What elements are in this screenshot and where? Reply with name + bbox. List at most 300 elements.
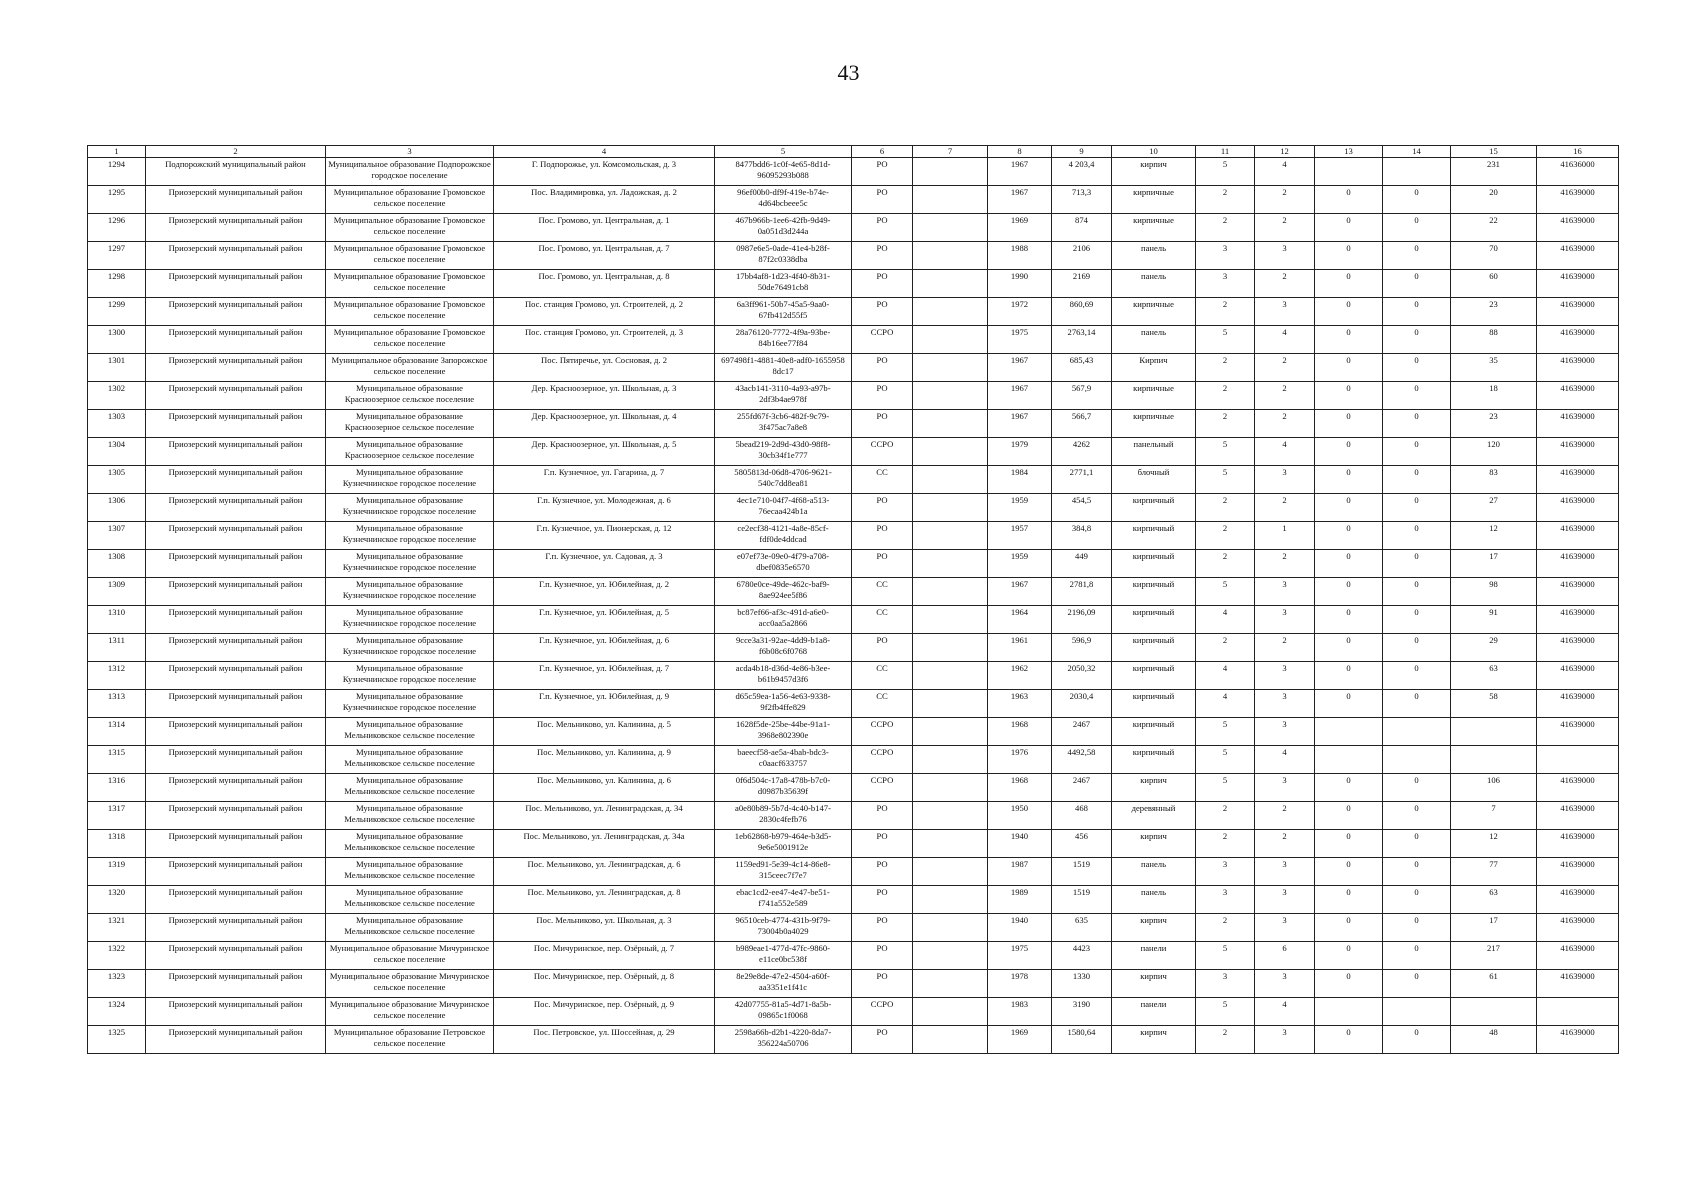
- table-row: [88, 606, 1619, 634]
- cell-wall-material: кирпичный: [1112, 606, 1196, 634]
- column-number-1: 1: [88, 146, 146, 158]
- cell-area: 596,9: [1052, 634, 1112, 662]
- cell-row-number: 1315: [88, 746, 146, 774]
- cell-col-7: [913, 354, 988, 382]
- cell-floors: 3: [1196, 242, 1255, 270]
- cell-row-number: 1298: [88, 270, 146, 298]
- cell-address: Пос. Владимировка, ул. Ладожская, д. 2: [494, 186, 715, 214]
- cell-residents: 35: [1451, 354, 1537, 382]
- table-row: [88, 326, 1619, 354]
- cell-area: 2781,8: [1052, 578, 1112, 606]
- cell-floors: 2: [1196, 914, 1255, 942]
- cell-col-13: 0: [1315, 1026, 1383, 1054]
- cell-district: Приозерский муниципальный район: [146, 214, 326, 242]
- cell-oktmo: 41639000: [1537, 970, 1619, 998]
- cell-entrances: 2: [1255, 634, 1315, 662]
- cell-area: 2763,14: [1052, 326, 1112, 354]
- column-number-7: 7: [913, 146, 988, 158]
- cell-wall-material: кирпич: [1112, 914, 1196, 942]
- cell-area: 1330: [1052, 970, 1112, 998]
- cell-district: Приозерский муниципальный район: [146, 410, 326, 438]
- cell-entrances: 3: [1255, 466, 1315, 494]
- cell-oktmo: 41639000: [1537, 634, 1619, 662]
- cell-row-number: 1324: [88, 998, 146, 1026]
- cell-col-14: 0: [1383, 438, 1451, 466]
- cell-year-built: 1964: [988, 606, 1052, 634]
- cell-address: Пос. Мичуринское, пер. Озёрный, д. 8: [494, 970, 715, 998]
- cell-col-7: [913, 326, 988, 354]
- cell-address: Пос. Мельниково, ул. Калинина, д. 9: [494, 746, 715, 774]
- cell-wall-material: блочный: [1112, 466, 1196, 494]
- cell-col-7: [913, 774, 988, 802]
- cell-floors: 5: [1196, 998, 1255, 1026]
- cell-residents: [1451, 746, 1537, 774]
- cell-fias-guid: 0f6d504c-17a8-478b-b7c0-d0987b35639f: [715, 774, 852, 802]
- cell-row-number: 1316: [88, 774, 146, 802]
- cell-repair-type: ССРО: [852, 718, 913, 746]
- cell-residents: 12: [1451, 522, 1537, 550]
- cell-col-13: 0: [1315, 662, 1383, 690]
- cell-oktmo: 41639000: [1537, 802, 1619, 830]
- cell-repair-type: РО: [852, 270, 913, 298]
- cell-entrances: 4: [1255, 438, 1315, 466]
- page-number: 43: [837, 60, 860, 85]
- cell-year-built: 1979: [988, 438, 1052, 466]
- cell-row-number: 1296: [88, 214, 146, 242]
- cell-oktmo: 41639000: [1537, 886, 1619, 914]
- cell-year-built: 1976: [988, 746, 1052, 774]
- cell-district: Приозерский муниципальный район: [146, 186, 326, 214]
- cell-floors: 5: [1196, 774, 1255, 802]
- cell-year-built: 1975: [988, 326, 1052, 354]
- cell-col-13: 0: [1315, 550, 1383, 578]
- cell-year-built: 1968: [988, 774, 1052, 802]
- cell-floors: 3: [1196, 970, 1255, 998]
- cell-wall-material: панель: [1112, 242, 1196, 270]
- cell-col-13: 0: [1315, 858, 1383, 886]
- cell-municipality: Муниципальное образование Мельниковское сельское поселение: [326, 858, 494, 886]
- cell-col-14: 0: [1383, 214, 1451, 242]
- table-row: [88, 942, 1619, 970]
- cell-area: 874: [1052, 214, 1112, 242]
- cell-wall-material: кирпич: [1112, 1026, 1196, 1054]
- table-row: [88, 970, 1619, 998]
- cell-col-14: 0: [1383, 914, 1451, 942]
- table-row: [88, 214, 1619, 242]
- cell-residents: 27: [1451, 494, 1537, 522]
- cell-residents: 98: [1451, 578, 1537, 606]
- cell-residents: 29: [1451, 634, 1537, 662]
- cell-municipality: Муниципальное образование Мельниковское сельское поселение: [326, 774, 494, 802]
- cell-oktmo: 41639000: [1537, 1026, 1619, 1054]
- cell-wall-material: кирпичные: [1112, 410, 1196, 438]
- cell-address: Г.п. Кузнечное, ул. Юбилейная, д. 5: [494, 606, 715, 634]
- cell-residents: 18: [1451, 382, 1537, 410]
- cell-year-built: 1962: [988, 662, 1052, 690]
- cell-fias-guid: 467b966b-1ee6-42fb-9d49-0a051d3d244a: [715, 214, 852, 242]
- cell-municipality: Муниципальное образование Мельниковское сельское поселение: [326, 802, 494, 830]
- cell-floors: 5: [1196, 438, 1255, 466]
- cell-floors: 2: [1196, 354, 1255, 382]
- cell-floors: 2: [1196, 494, 1255, 522]
- cell-residents: 20: [1451, 186, 1537, 214]
- cell-year-built: 1950: [988, 802, 1052, 830]
- cell-residents: 70: [1451, 242, 1537, 270]
- cell-col-7: [913, 298, 988, 326]
- cell-fias-guid: 17bb4af8-1d23-4f40-8b31-50de76491cb8: [715, 270, 852, 298]
- cell-district: Приозерский муниципальный район: [146, 830, 326, 858]
- cell-row-number: 1323: [88, 970, 146, 998]
- cell-col-7: [913, 886, 988, 914]
- cell-municipality: Муниципальное образование Громовское сельское поселение: [326, 326, 494, 354]
- cell-col-7: [913, 522, 988, 550]
- cell-col-14: 0: [1383, 1026, 1451, 1054]
- cell-col-7: [913, 914, 988, 942]
- column-number-16: 16: [1537, 146, 1619, 158]
- table-row: [88, 522, 1619, 550]
- table-row: [88, 382, 1619, 410]
- cell-wall-material: кирпичный: [1112, 634, 1196, 662]
- column-number-14: 14: [1383, 146, 1451, 158]
- cell-fias-guid: 5805813d-06d8-4706-9621-540c7dd8ea81: [715, 466, 852, 494]
- cell-row-number: 1310: [88, 606, 146, 634]
- cell-fias-guid: 5bead219-2d9d-43d0-98f8-30cb34f1e777: [715, 438, 852, 466]
- cell-residents: 106: [1451, 774, 1537, 802]
- cell-entrances: 3: [1255, 1026, 1315, 1054]
- cell-col-13: [1315, 998, 1383, 1026]
- cell-fias-guid: b989eae1-477d-47fc-9860-e11ce0bc538f: [715, 942, 852, 970]
- cell-floors: 2: [1196, 550, 1255, 578]
- column-number-13: 13: [1315, 146, 1383, 158]
- cell-row-number: 1305: [88, 466, 146, 494]
- cell-col-13: 0: [1315, 242, 1383, 270]
- cell-wall-material: кирпичный: [1112, 746, 1196, 774]
- cell-col-7: [913, 858, 988, 886]
- table-row: [88, 830, 1619, 858]
- cell-repair-type: РО: [852, 158, 913, 186]
- cell-col-13: 0: [1315, 522, 1383, 550]
- cell-repair-type: ССРО: [852, 998, 913, 1026]
- table-row: [88, 354, 1619, 382]
- cell-year-built: 1988: [988, 242, 1052, 270]
- cell-address: Пос. Петровское, ул. Шоссейная, д. 29: [494, 1026, 715, 1054]
- cell-col-14: 0: [1383, 298, 1451, 326]
- cell-repair-type: РО: [852, 354, 913, 382]
- cell-municipality: Муниципальное образование Мичуринское сельское поселение: [326, 998, 494, 1026]
- cell-residents: [1451, 998, 1537, 1026]
- cell-col-7: [913, 242, 988, 270]
- cell-floors: 2: [1196, 830, 1255, 858]
- cell-residents: 58: [1451, 690, 1537, 718]
- cell-wall-material: деревянный: [1112, 802, 1196, 830]
- cell-col-14: 0: [1383, 354, 1451, 382]
- cell-address: Пос. Мельниково, ул. Ленинградская, д. 6: [494, 858, 715, 886]
- cell-area: 456: [1052, 830, 1112, 858]
- cell-col-13: 0: [1315, 298, 1383, 326]
- cell-district: Приозерский муниципальный район: [146, 382, 326, 410]
- column-number-4: 4: [494, 146, 715, 158]
- cell-area: 4262: [1052, 438, 1112, 466]
- cell-col-13: 0: [1315, 914, 1383, 942]
- cell-area: 1519: [1052, 858, 1112, 886]
- cell-residents: 120: [1451, 438, 1537, 466]
- cell-repair-type: РО: [852, 886, 913, 914]
- cell-repair-type: СС: [852, 690, 913, 718]
- column-number-10: 10: [1112, 146, 1196, 158]
- cell-col-13: [1315, 718, 1383, 746]
- cell-col-14: [1383, 998, 1451, 1026]
- cell-col-13: [1315, 158, 1383, 186]
- cell-municipality: Муниципальное образование Мельниковское сельское поселение: [326, 718, 494, 746]
- table-row: [88, 886, 1619, 914]
- cell-col-13: 0: [1315, 606, 1383, 634]
- cell-wall-material: панели: [1112, 998, 1196, 1026]
- cell-municipality: Муниципальное образование Кузнечнинское городское поселение: [326, 550, 494, 578]
- cell-wall-material: кирпичный: [1112, 522, 1196, 550]
- cell-floors: 2: [1196, 298, 1255, 326]
- cell-row-number: 1303: [88, 410, 146, 438]
- cell-area: 2467: [1052, 718, 1112, 746]
- cell-floors: 3: [1196, 858, 1255, 886]
- table-row: [88, 634, 1619, 662]
- cell-address: Г.п. Кузнечное, ул. Молодежная, д. 6: [494, 494, 715, 522]
- cell-area: 685,43: [1052, 354, 1112, 382]
- cell-fias-guid: 6a3ff961-50b7-45a5-9aa0-67fb412d55f5: [715, 298, 852, 326]
- cell-residents: 17: [1451, 550, 1537, 578]
- cell-area: 468: [1052, 802, 1112, 830]
- cell-residents: 7: [1451, 802, 1537, 830]
- cell-municipality: Муниципальное образование Кузнечнинское городское поселение: [326, 494, 494, 522]
- cell-year-built: 1984: [988, 466, 1052, 494]
- cell-col-13: 0: [1315, 634, 1383, 662]
- cell-oktmo: 41639000: [1537, 914, 1619, 942]
- cell-col-13: 0: [1315, 214, 1383, 242]
- table-row: [88, 690, 1619, 718]
- cell-repair-type: РО: [852, 942, 913, 970]
- cell-col-7: [913, 802, 988, 830]
- cell-year-built: 1978: [988, 970, 1052, 998]
- cell-wall-material: панель: [1112, 326, 1196, 354]
- cell-address: Пос. Мельниково, ул. Ленинградская, д. 34: [494, 802, 715, 830]
- column-number-2: 2: [146, 146, 326, 158]
- cell-oktmo: 41639000: [1537, 578, 1619, 606]
- cell-area: 2106: [1052, 242, 1112, 270]
- cell-entrances: 3: [1255, 886, 1315, 914]
- cell-wall-material: кирпич: [1112, 158, 1196, 186]
- cell-district: Приозерский муниципальный район: [146, 522, 326, 550]
- cell-year-built: 1967: [988, 354, 1052, 382]
- cell-floors: 2: [1196, 522, 1255, 550]
- cell-year-built: 1968: [988, 718, 1052, 746]
- cell-address: Г. Подпорожье, ул. Комсомольская, д. 3: [494, 158, 715, 186]
- cell-area: 4492,58: [1052, 746, 1112, 774]
- cell-fias-guid: ebac1cd2-ee47-4e47-be51-f741a552e589: [715, 886, 852, 914]
- cell-col-13: 0: [1315, 578, 1383, 606]
- cell-wall-material: панель: [1112, 270, 1196, 298]
- cell-row-number: 1317: [88, 802, 146, 830]
- cell-floors: 2: [1196, 186, 1255, 214]
- cell-address: Пос. Громово, ул. Центральная, д. 7: [494, 242, 715, 270]
- cell-fias-guid: 96ef00b0-df9f-419e-b74e-4d64bcbeee5c: [715, 186, 852, 214]
- cell-area: 4 203,4: [1052, 158, 1112, 186]
- cell-year-built: 1959: [988, 494, 1052, 522]
- cell-floors: 3: [1196, 886, 1255, 914]
- cell-district: Приозерский муниципальный район: [146, 970, 326, 998]
- cell-col-7: [913, 942, 988, 970]
- cell-address: Пос. Громово, ул. Центральная, д. 8: [494, 270, 715, 298]
- cell-fias-guid: 6780e0ce-49de-462c-baf9-8ae924ee5f86: [715, 578, 852, 606]
- cell-district: Приозерский муниципальный район: [146, 326, 326, 354]
- cell-district: Приозерский муниципальный район: [146, 466, 326, 494]
- cell-municipality: Муниципальное образование Громовское сельское поселение: [326, 186, 494, 214]
- cell-residents: [1451, 718, 1537, 746]
- cell-oktmo: 41639000: [1537, 438, 1619, 466]
- cell-repair-type: ССРО: [852, 746, 913, 774]
- cell-area: 2196,09: [1052, 606, 1112, 634]
- cell-residents: 17: [1451, 914, 1537, 942]
- cell-wall-material: кирпичные: [1112, 382, 1196, 410]
- cell-year-built: 1967: [988, 158, 1052, 186]
- cell-col-7: [913, 578, 988, 606]
- cell-residents: 88: [1451, 326, 1537, 354]
- cell-entrances: 2: [1255, 830, 1315, 858]
- cell-col-7: [913, 466, 988, 494]
- cell-floors: 4: [1196, 690, 1255, 718]
- cell-fias-guid: 9cce3a31-92ae-4dd9-b1a8-f6b08c6f0768: [715, 634, 852, 662]
- cell-year-built: 1967: [988, 186, 1052, 214]
- cell-repair-type: ССРО: [852, 438, 913, 466]
- cell-year-built: 1969: [988, 1026, 1052, 1054]
- cell-row-number: 1299: [88, 298, 146, 326]
- cell-residents: 63: [1451, 662, 1537, 690]
- cell-area: 4423: [1052, 942, 1112, 970]
- cell-residents: 48: [1451, 1026, 1537, 1054]
- cell-col-13: 0: [1315, 830, 1383, 858]
- cell-floors: 2: [1196, 214, 1255, 242]
- table-row: [88, 858, 1619, 886]
- cell-municipality: Муниципальное образование Кузнечнинское городское поселение: [326, 466, 494, 494]
- cell-entrances: 2: [1255, 382, 1315, 410]
- table-row: [88, 270, 1619, 298]
- cell-district: Приозерский муниципальный район: [146, 690, 326, 718]
- cell-row-number: 1301: [88, 354, 146, 382]
- cell-oktmo: 41639000: [1537, 718, 1619, 746]
- cell-district: Приозерский муниципальный район: [146, 550, 326, 578]
- cell-fias-guid: 0987e6e5-0ade-41e4-b28f-87f2c0338dba: [715, 242, 852, 270]
- cell-floors: 2: [1196, 382, 1255, 410]
- cell-residents: 61: [1451, 970, 1537, 998]
- cell-address: Пос. Мельниково, ул. Калинина, д. 5: [494, 718, 715, 746]
- cell-area: 454,5: [1052, 494, 1112, 522]
- cell-address: Пос. Пятиречье, ул. Сосновая, д. 2: [494, 354, 715, 382]
- cell-area: 713,3: [1052, 186, 1112, 214]
- table-row: [88, 466, 1619, 494]
- cell-municipality: Муниципальное образование Красноозерное сельское поселение: [326, 410, 494, 438]
- cell-wall-material: кирпичный: [1112, 550, 1196, 578]
- cell-entrances: 2: [1255, 354, 1315, 382]
- cell-floors: 5: [1196, 942, 1255, 970]
- cell-col-14: 0: [1383, 270, 1451, 298]
- cell-area: 2169: [1052, 270, 1112, 298]
- cell-oktmo: 41639000: [1537, 550, 1619, 578]
- cell-fias-guid: 43acb141-3110-4a93-a97b-2df3b4ae978f: [715, 382, 852, 410]
- cell-wall-material: панели: [1112, 942, 1196, 970]
- cell-col-14: 0: [1383, 522, 1451, 550]
- cell-area: 1580,64: [1052, 1026, 1112, 1054]
- cell-municipality: Муниципальное образование Мельниковское сельское поселение: [326, 914, 494, 942]
- cell-year-built: 1940: [988, 914, 1052, 942]
- cell-oktmo: 41639000: [1537, 606, 1619, 634]
- cell-oktmo: 41639000: [1537, 382, 1619, 410]
- cell-floors: 2: [1196, 634, 1255, 662]
- cell-address: Пос. Мельниково, ул. Школьная, д. 3: [494, 914, 715, 942]
- cell-year-built: 1967: [988, 382, 1052, 410]
- cell-municipality: Муниципальное образование Кузнечнинское городское поселение: [326, 578, 494, 606]
- cell-fias-guid: 4ec1e710-04f7-4f68-a513-76ecaa424b1a: [715, 494, 852, 522]
- column-number-12: 12: [1255, 146, 1315, 158]
- cell-entrances: 1: [1255, 522, 1315, 550]
- cell-col-7: [913, 494, 988, 522]
- cell-residents: 23: [1451, 410, 1537, 438]
- cell-col-13: 0: [1315, 494, 1383, 522]
- cell-col-7: [913, 214, 988, 242]
- cell-col-13: 0: [1315, 382, 1383, 410]
- cell-col-13: 0: [1315, 186, 1383, 214]
- cell-fias-guid: 697498f1-4881-40e8-adf0-1655958 8dc17: [715, 354, 852, 382]
- cell-col-13: 0: [1315, 466, 1383, 494]
- cell-entrances: 3: [1255, 606, 1315, 634]
- cell-col-14: 0: [1383, 382, 1451, 410]
- cell-repair-type: СС: [852, 466, 913, 494]
- cell-address: Пос. Громово, ул. Центральная, д. 1: [494, 214, 715, 242]
- cell-district: Приозерский муниципальный район: [146, 662, 326, 690]
- cell-residents: 12: [1451, 830, 1537, 858]
- table-row: [88, 494, 1619, 522]
- cell-fias-guid: 8477bdd6-1c0f-4e65-8d1d-96095293b088: [715, 158, 852, 186]
- table-header: [88, 146, 1619, 158]
- cell-row-number: 1294: [88, 158, 146, 186]
- cell-col-14: 0: [1383, 634, 1451, 662]
- cell-entrances: 3: [1255, 774, 1315, 802]
- cell-district: Приозерский муниципальный район: [146, 606, 326, 634]
- cell-oktmo: [1537, 998, 1619, 1026]
- cell-repair-type: РО: [852, 970, 913, 998]
- cell-repair-type: РО: [852, 634, 913, 662]
- cell-row-number: 1312: [88, 662, 146, 690]
- cell-entrances: 2: [1255, 802, 1315, 830]
- cell-col-14: 0: [1383, 466, 1451, 494]
- cell-municipality: Муниципальное образование Запорожское сельское поселение: [326, 354, 494, 382]
- cell-floors: 5: [1196, 158, 1255, 186]
- cell-address: Г.п. Кузнечное, ул. Гагарина, д. 7: [494, 466, 715, 494]
- cell-floors: 2: [1196, 802, 1255, 830]
- cell-fias-guid: 42d07755-81a5-4d71-8a5b-09865c1f0068: [715, 998, 852, 1026]
- cell-district: Приозерский муниципальный район: [146, 1026, 326, 1054]
- cell-residents: 60: [1451, 270, 1537, 298]
- cell-residents: 83: [1451, 466, 1537, 494]
- cell-district: Приозерский муниципальный район: [146, 858, 326, 886]
- cell-col-14: 0: [1383, 326, 1451, 354]
- cell-repair-type: РО: [852, 858, 913, 886]
- cell-wall-material: кирпичный: [1112, 718, 1196, 746]
- cell-oktmo: 41639000: [1537, 774, 1619, 802]
- cell-repair-type: РО: [852, 298, 913, 326]
- housing-register-table: [87, 145, 1619, 1054]
- table-row: [88, 718, 1619, 746]
- column-number-8: 8: [988, 146, 1052, 158]
- cell-oktmo: 41639000: [1537, 410, 1619, 438]
- cell-address: Г.п. Кузнечное, ул. Юбилейная, д. 2: [494, 578, 715, 606]
